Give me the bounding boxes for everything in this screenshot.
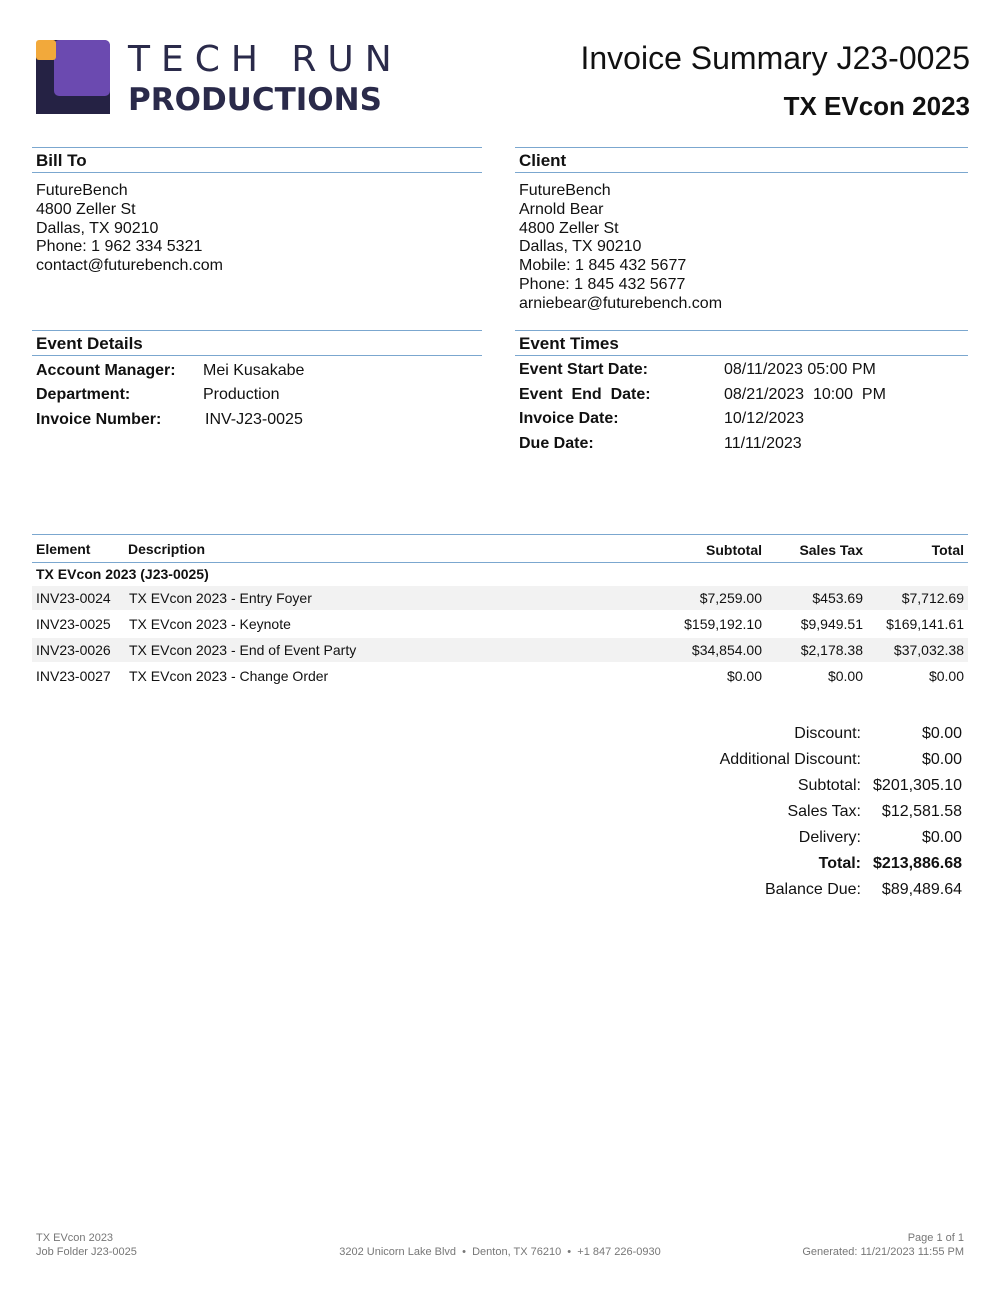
row-total: $0.00	[928, 668, 964, 684]
client-email: arniebear@futurebench.com	[519, 294, 723, 312]
discount-value: $0.00	[921, 725, 962, 742]
footer-generated-timestamp: Generated: 11/21/2023 11:55 PM	[802, 1246, 964, 1258]
total-value: $213,886.68	[873, 855, 962, 872]
row-subtotal: $34,854.00	[691, 642, 762, 658]
footer-company-address: 3202 Unicorn Lake Blvd • Denton, TX 76210 • +1 847 226-0930	[339, 1246, 661, 1258]
account-manager-label: Account Manager:	[36, 362, 176, 379]
row-element: INV23-0026	[36, 642, 111, 658]
client-line: 4800 Zeller St	[519, 219, 619, 237]
event-end-label: Event End Date:	[519, 386, 651, 403]
bill-to-line: 4800 Zeller St	[36, 200, 136, 218]
client-line: Mobile: 1 845 432 5677	[519, 257, 687, 275]
additional-discount-value: $0.00	[921, 751, 962, 768]
footer-job-folder: Job Folder J23-0025	[36, 1246, 137, 1258]
invoice-date-value: 10/12/2023	[724, 410, 805, 427]
event-start-value: 08/11/2023 05:00 PM	[724, 361, 876, 378]
row-sales-tax: $453.69	[812, 590, 863, 606]
due-date-label: Due Date:	[519, 435, 594, 452]
row-description: TX EVcon 2023 - Change Order	[129, 668, 329, 684]
footer-event-name: TX EVcon 2023	[36, 1232, 114, 1244]
row-element: INV23-0027	[36, 668, 111, 684]
bill-to-line: Dallas, TX 90210	[36, 219, 159, 237]
subtotal-value: $201,305.10	[873, 777, 962, 794]
table-row	[32, 638, 968, 662]
subtotal-label: Subtotal:	[797, 777, 861, 794]
client-line: Arnold Bear	[519, 200, 604, 218]
discount-label: Discount:	[794, 725, 861, 742]
client-line: Phone: 1 845 432 5677	[519, 275, 686, 293]
department-label: Department:	[36, 386, 131, 403]
bill-to-line: Phone: 1 962 334 5321	[36, 238, 203, 256]
table-row	[32, 612, 968, 636]
client-line: Dallas, TX 90210	[519, 238, 642, 256]
row-total: $37,032.38	[893, 642, 964, 658]
page-title: Invoice Summary J23-0025	[580, 40, 970, 76]
row-sales-tax: $9,949.51	[800, 616, 863, 632]
job-group-label: TX EVcon 2023 (J23-0025)	[36, 566, 209, 582]
col-element: Element	[36, 541, 91, 557]
bill-to-email: contact@futurebench.com	[36, 257, 224, 275]
row-sales-tax: $2,178.38	[800, 642, 863, 658]
row-element: INV23-0025	[36, 616, 111, 632]
row-element: INV23-0024	[36, 590, 111, 606]
row-description: TX EVcon 2023 - End of Event Party	[129, 642, 357, 658]
event-details-heading: Event Details	[32, 330, 482, 356]
additional-discount-label: Additional Discount:	[719, 751, 861, 768]
delivery-label: Delivery:	[798, 829, 861, 846]
row-sales-tax: $0.00	[827, 668, 863, 684]
company-logo-icon	[36, 40, 110, 114]
row-subtotal: $0.00	[726, 668, 762, 684]
balance-due-label: Balance Due:	[764, 881, 861, 898]
client-heading: Client	[515, 147, 968, 173]
footer-page-number: Page 1 of 1	[907, 1232, 964, 1244]
col-sales-tax: Sales Tax	[799, 542, 863, 558]
account-manager-value: Mei Kusakabe	[203, 362, 305, 379]
page-subtitle: TX EVcon 2023	[783, 91, 970, 121]
brand-name-line2: PRODUCTIONS	[128, 82, 382, 118]
table-row	[32, 586, 968, 610]
balance-due-value: $89,489.64	[881, 881, 962, 898]
bill-to-heading: Bill To	[32, 147, 482, 173]
due-date-value: 11/11/2023	[724, 435, 802, 452]
client-line: FutureBench	[519, 182, 611, 199]
sales-tax-value: $12,581.58	[881, 803, 962, 820]
row-total: $7,712.69	[901, 590, 964, 606]
department-value: Production	[203, 386, 280, 403]
col-subtotal: Subtotal	[706, 542, 762, 558]
brand-name-line1: TECH RUN	[128, 39, 403, 80]
col-description: Description	[128, 541, 206, 557]
sales-tax-label: Sales Tax:	[787, 803, 861, 820]
client-address	[519, 182, 722, 314]
col-total: Total	[931, 542, 964, 558]
row-subtotal: $159,192.10	[684, 616, 762, 632]
row-total: $169,141.61	[886, 616, 964, 632]
event-times-heading: Event Times	[515, 330, 968, 356]
event-end-value: 08/21/2023 10:00 PM	[724, 386, 886, 403]
invoice-date-label: Invoice Date:	[519, 410, 619, 427]
bill-to-address	[36, 182, 223, 276]
total-label: Total:	[818, 855, 861, 872]
delivery-value: $0.00	[921, 829, 962, 846]
row-subtotal: $7,259.00	[699, 590, 762, 606]
invoice-number-value: INV-J23-0025	[205, 411, 303, 428]
invoice-number-label: Invoice Number:	[36, 411, 162, 428]
row-description: TX EVcon 2023 - Entry Foyer	[129, 590, 312, 606]
event-start-label: Event Start Date:	[519, 361, 648, 378]
bill-to-line: FutureBench	[36, 182, 128, 199]
row-description: TX EVcon 2023 - Keynote	[129, 616, 291, 632]
line-items-header	[32, 534, 968, 563]
table-row	[32, 664, 968, 688]
